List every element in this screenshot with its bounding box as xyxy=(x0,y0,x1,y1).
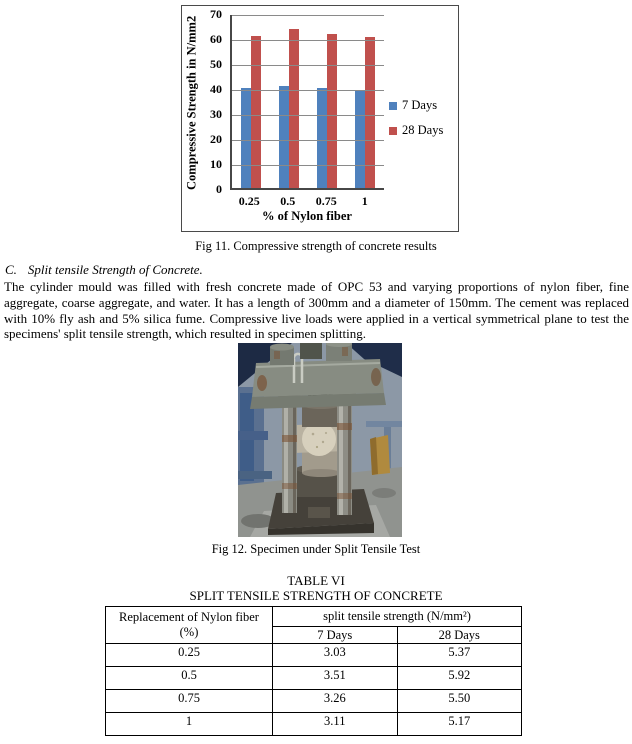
chart-gridline xyxy=(232,140,384,141)
legend-swatch-icon xyxy=(389,102,397,110)
table-6-title: TABLE VI xyxy=(287,573,345,588)
table-row xyxy=(106,713,522,736)
compressive-strength-chart xyxy=(181,5,459,232)
table-6-subtitle: SPLIT TENSILE STRENGTH OF CONCRETE xyxy=(189,588,443,603)
cell-fiber: 0.25 xyxy=(106,644,273,667)
header-line-1: Replacement of Nylon fiber xyxy=(119,610,259,624)
table-header-row-1 xyxy=(106,607,522,627)
chart-gridline xyxy=(232,40,384,41)
chart-bar-7-days xyxy=(279,86,289,189)
chart-y-axis-title: Compressive Strength in N/mm2 xyxy=(184,15,199,190)
legend-swatch-icon xyxy=(389,127,397,135)
header-28-days: 28 Days xyxy=(397,627,522,644)
chart-y-tick-label: 20 xyxy=(210,131,222,146)
split-tensile-strength-table xyxy=(105,606,522,736)
legend-label: 28 Days xyxy=(402,123,444,137)
figure-12-photo xyxy=(238,343,402,537)
body-paragraph: The cylinder mould was filled with fresh concrete made of OPC 53 and varying proportions of nylon fiber, fine aggregate, coarse aggregate, and water. It has a length of 300mm and a diameter of 150mm. The cement was replaced with 10% fly ash and 5% silica fume. Compressive live loads were applied in a vertical symmetrical plane to test the specimens' split tensile strength, which resulted in specimen splitting. xyxy=(4,279,629,342)
chart-gridline xyxy=(232,115,384,116)
cell-28d: 5.50 xyxy=(397,690,522,713)
chart-x-ticks xyxy=(230,194,384,209)
header-line-2: (%) xyxy=(179,625,199,639)
cell-28d: 5.37 xyxy=(397,644,522,667)
cell-7d: 3.03 xyxy=(273,644,398,667)
chart-bar-7-days xyxy=(355,90,365,189)
section-title: Split tensile Strength of Concrete. xyxy=(27,262,203,277)
chart-y-ticks xyxy=(182,6,225,196)
cell-7d: 3.26 xyxy=(273,690,398,713)
chart-x-tick-label: 1 xyxy=(361,194,368,208)
chart-x-axis-title: % of Nylon fiber xyxy=(262,209,352,223)
table-row xyxy=(106,644,522,667)
legend-item xyxy=(389,98,443,113)
chart-plot-area xyxy=(230,15,384,190)
chart-y-tick-label: 70 xyxy=(210,6,222,21)
chart-gridline xyxy=(232,65,384,66)
chart-gridline xyxy=(232,90,384,91)
table-row xyxy=(106,667,522,690)
chart-x-tick-label: 0.25 xyxy=(238,194,260,208)
chart-y-tick-label: 0 xyxy=(216,181,222,196)
table-row xyxy=(106,690,522,713)
section-heading xyxy=(5,262,203,278)
figure-12-caption: Fig 12. Specimen under Split Tensile Test xyxy=(211,542,421,556)
cell-28d: 5.92 xyxy=(397,667,522,690)
header-7-days: 7 Days xyxy=(273,627,398,644)
section-label: C. xyxy=(5,262,17,277)
chart-bar-7-days xyxy=(317,88,327,188)
chart-y-tick-label: 10 xyxy=(210,156,222,171)
chart-gridline xyxy=(232,165,384,166)
header-replacement-nylon-fiber xyxy=(106,607,273,644)
chart-y-tick-label: 30 xyxy=(210,106,222,121)
figure-11-caption: Fig 11. Compressive strength of concrete results xyxy=(195,239,437,253)
chart-y-tick-label: 60 xyxy=(210,31,222,46)
chart-x-tick-label: 0.5 xyxy=(280,194,296,208)
cell-fiber: 1 xyxy=(106,713,273,736)
legend-label: 7 Days xyxy=(402,98,438,112)
split-tensile-test-photo xyxy=(238,343,402,537)
chart-bar-7-days xyxy=(241,88,251,188)
cell-fiber: 0.75 xyxy=(106,690,273,713)
header-split-tensile-strength: split tensile strength (N/mm²) xyxy=(273,607,522,627)
chart-x-tick-label: 0.75 xyxy=(315,194,337,208)
cell-7d: 3.51 xyxy=(273,667,398,690)
chart-legend xyxy=(389,98,443,138)
legend-item xyxy=(389,123,443,138)
cell-7d: 3.11 xyxy=(273,713,398,736)
cell-fiber: 0.5 xyxy=(106,667,273,690)
chart-y-tick-label: 40 xyxy=(210,81,222,96)
chart-y-tick-label: 50 xyxy=(210,56,222,71)
cell-28d: 5.17 xyxy=(397,713,522,736)
chart-gridline xyxy=(232,15,384,16)
